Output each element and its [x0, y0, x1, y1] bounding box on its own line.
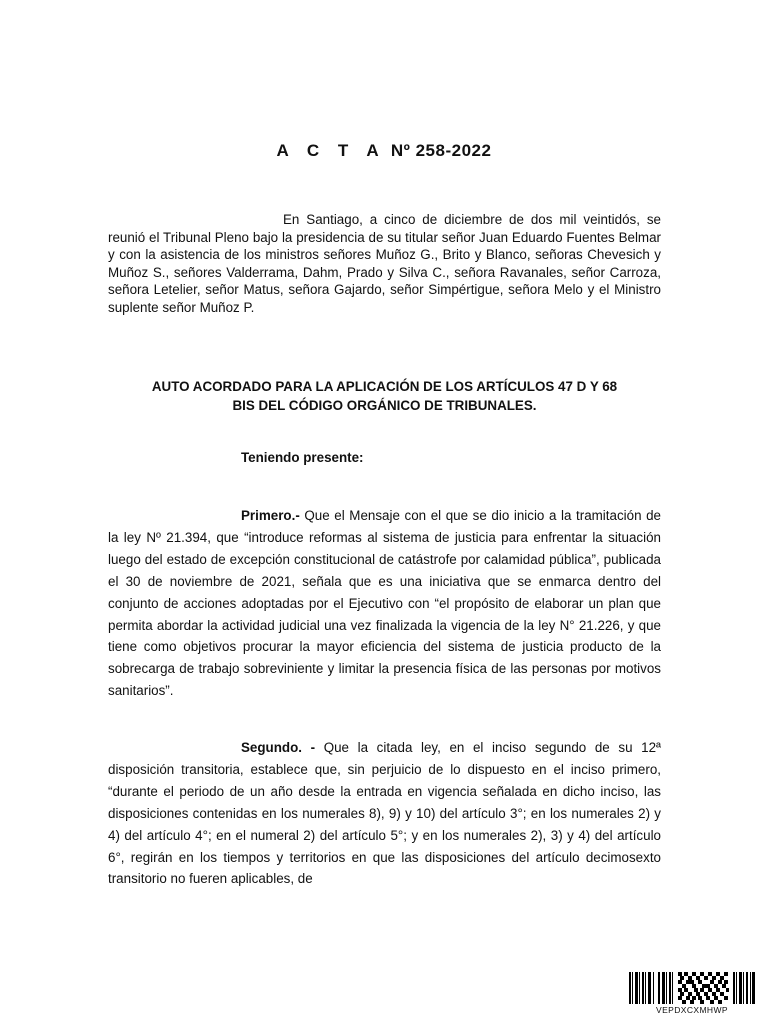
- barcode-code: VEPDXCXMHWP: [656, 1005, 728, 1015]
- acta-number: Nº 258-2022: [390, 141, 492, 160]
- auto-acordado-title: [108, 377, 661, 415]
- primero-paragraph: [108, 505, 661, 702]
- acta-label: A C T A: [276, 141, 386, 160]
- auto-title-line-1: AUTO ACORDADO PARA LA APLICACIÓN DE LOS ARTÍCULOS 47 D Y 68: [151, 379, 618, 394]
- segundo-paragraph: [108, 737, 661, 890]
- acta-title: [0, 141, 768, 161]
- intro-paragraph: En Santiago, a cinco de diciembre de dos mil veintidós, se reunió el Tribunal Pleno bajo la presidencia de su titular señor Juan Eduardo Fuentes Belmar y con la asistencia de los ministros señores Muñoz G., Brito y Blanco, señoras Chevesich y Muñoz S., señores Valderrama, Dahm, Prado y Silva C., señora Ravanales, señor Carroza, señora Letelier, señor Matus, señora Gajardo, señor Simpértigue, señora Melo y el Ministro suplente señor Muñoz P.: [108, 212, 661, 315]
- auto-title-line-2: BIS DEL CÓDIGO ORGÁNICO DE TRIBUNALES.: [232, 398, 537, 413]
- segundo-text: Que la citada ley, en el inciso segundo de su 12ª disposición transitoria, establece que, sin perjuicio de lo dispuesto en el inciso primero, “durante el periodo de un año desde la entrada en vigencia señalada en dicho inciso, las disposiciones contenidas en los numerales 8), 9) y 10) del artículo 3°; en los numerales 2) y 4) del artículo 4°; en el numeral 2) del artículo 5°; y en los numerales 2), 3) y 4) del artículo 6°, regirán en los tiempos y territorios en que las disposiciones del artículo decimosexto transitorio no fueren aplicables, de: [108, 740, 661, 887]
- primero-text: Que el Mensaje con el que se dio inicio a la tramitación de la ley Nº 21.394, que “introduce reformas al sistema de justicia para enfrentar la situación luego del estado de excepción constitucional de catástrofe por calamidad pública”, publicada el 30 de noviembre de 2021, señala que es una iniciativa que se enmarca dentro del conjunto de acciones adoptadas por el Ejecutivo con “el propósito de elaborar un plan que permita abordar la actividad judicial una vez finalizada la vigencia de la ley N° 21.226, y que tiene como objetivos procurar la mayor eficiencia del sistema de justicia producto de la sobrecarga de trabajo sobreviniente y limitar la presencia física de las personas por motivos sanitarios”.: [108, 508, 661, 699]
- barcode-icon: [629, 972, 755, 1006]
- teniendo-presente-heading: Teniendo presente:: [241, 450, 364, 465]
- segundo-lead: Segundo. -: [241, 740, 316, 755]
- verification-barcode: [629, 972, 755, 1015]
- primero-lead: Primero.-: [241, 508, 300, 523]
